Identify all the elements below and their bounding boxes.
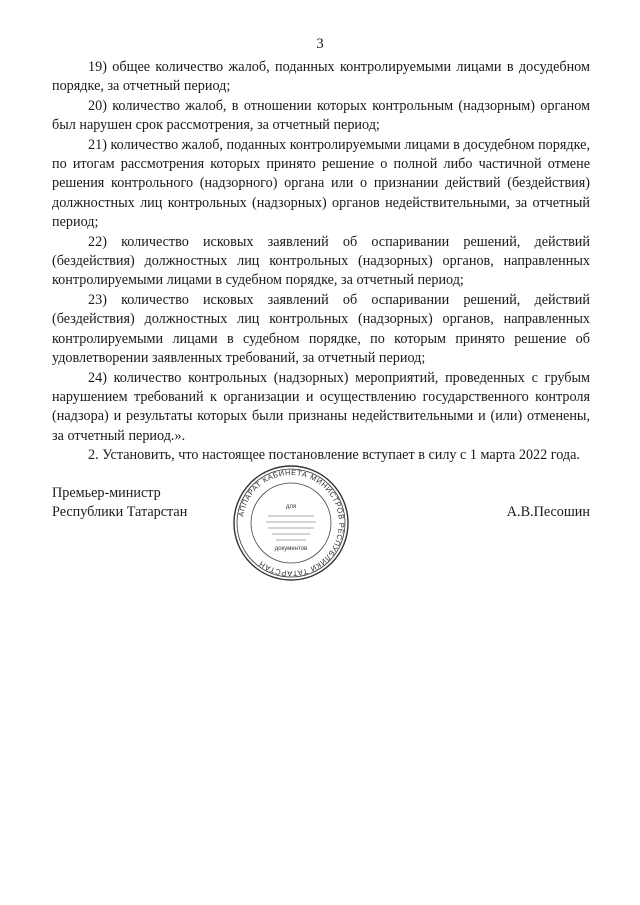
signer-name: А.В.Песошин — [506, 504, 590, 520]
page-number: 3 — [316, 36, 324, 52]
official-seal-stamp — [232, 464, 350, 582]
signer-region: Республики Татарстан — [52, 504, 188, 521]
signer-position: Премьер-министр — [52, 485, 161, 501]
paragraph-item-22: 22) количество исковых заявлений об оспаривании решений, действий (бездействия) должностных лиц контрольных (надзорных) органов, направленных контролируемыми лицами в судебном порядке, за отчетный период; — [52, 233, 590, 289]
paragraph-item-23: 23) количество исковых заявлений об оспаривании решений, действий (бездействия) должностных лиц контрольных (надзорных) органов, направленных контролируемыми лицами в судебном порядке, по которым принято решение об удовлетворении заявленных требований, за отчетный период; — [52, 291, 590, 367]
paragraph-item-20: 20) количество жалоб, в отношении которых контрольным (надзорным) органом был нарушен срок рассмотрения, за отчетный период; — [52, 97, 590, 134]
paragraph-item-21: 21) количество жалоб, поданных контролируемыми лицами в досудебном порядке, по итогам рассмотрения которых принято решение о полной либо частичной отмене решения контрольного (надзорного) органа или о признании действий (бездействия) должностных лиц контрольных (надзорных) органов недействительными, за отчетный период; — [52, 136, 590, 231]
paragraph-item-19: 19) общее количество жалоб, поданных контролируемыми лицами в досудебном порядке, за отчетный период; — [52, 59, 590, 95]
svg-text:документов: документов — [274, 546, 308, 552]
svg-text:АППАРАТ КАБИНЕТА МИНИСТРОВ РЕС: АППАРАТ КАБИНЕТА МИНИСТРОВ РЕСПУБЛИКИ ТАТАРСТАН — [236, 467, 347, 579]
paragraph-item-24: 24) количество контрольных (надзорных) мероприятий, проведенных с грубым нарушением требований к организации и осуществлению государственного контроля (надзора) и результаты которых были признаны недействительными и (или) отменены, за отчетный период.». — [52, 369, 590, 444]
document-body — [52, 58, 590, 466]
seal-icon — [232, 464, 350, 582]
signer-title — [52, 484, 187, 523]
svg-text:для: для — [285, 504, 297, 510]
paragraph-effective-date: 2. Установить, что настоящее постановление вступает в силу с 1 марта 2022 года. — [88, 447, 580, 464]
